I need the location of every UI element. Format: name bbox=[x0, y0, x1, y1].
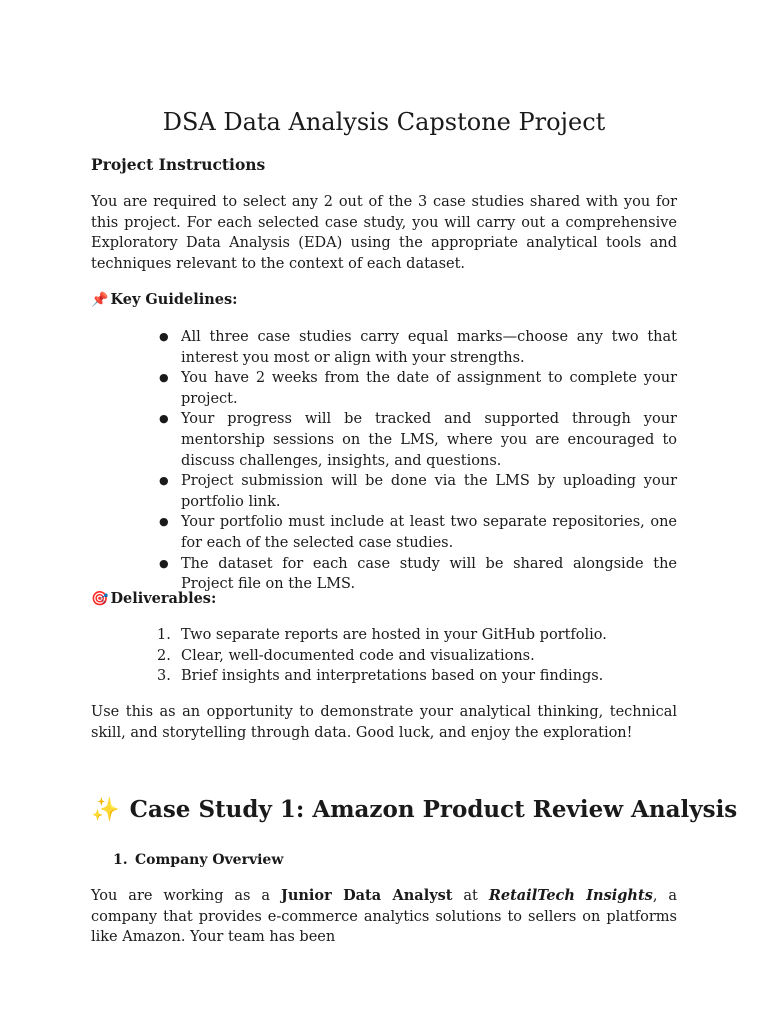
list-item: ● The dataset for each case study will be shared alongside the Project file on the LMS. bbox=[181, 554, 677, 595]
list-text: Clear, well-documented code and visualizations. bbox=[181, 647, 535, 664]
para-text: You are working as a bbox=[91, 888, 281, 904]
company-overview-paragraph bbox=[91, 886, 677, 948]
closing-paragraph: Use this as an opportunity to demonstrate your analytical thinking, technical skill, and storytelling through data. Good luck, and enjoy the exploration! bbox=[91, 704, 677, 741]
list-number: 1. bbox=[157, 627, 171, 643]
section-number: 1. bbox=[113, 852, 128, 868]
list-item: ● Your portfolio must include at least two separate repositories, one for each of the selected case studies. bbox=[181, 512, 677, 553]
instructions-heading: Project Instructions bbox=[91, 155, 266, 174]
list-item: ● Your progress will be tracked and supported through your mentorship sessions on the LMS, where you are encouraged to discuss challenges, insights, and questions. bbox=[181, 409, 677, 471]
list-item bbox=[157, 625, 677, 646]
guidelines-list bbox=[181, 327, 677, 595]
intro-paragraph: You are required to select any 2 out of the 3 case studies shared with you for this project. For each selected case study, you will carry out a comprehensive Exploratory Data Analysis (EDA) using the appropriate analytical tools and techniques relevant to the context of each dataset. bbox=[91, 194, 677, 272]
list-item bbox=[157, 646, 677, 667]
list-item: ● All three case studies carry equal marks—choose any two that interest you most or align with your strengths. bbox=[181, 327, 677, 368]
deliverables-label-text: Deliverables: bbox=[110, 590, 217, 607]
para-text: at bbox=[452, 888, 489, 904]
list-item: ● Project submission will be done via the LMS by uploading your portfolio link. bbox=[181, 471, 677, 512]
list-number: 2. bbox=[157, 647, 171, 664]
list-text: Brief insights and interpretations based on your findings. bbox=[181, 668, 604, 685]
case-study-heading bbox=[91, 795, 737, 825]
role-name: Junior Data Analyst bbox=[280, 887, 453, 904]
section-title: Company Overview bbox=[135, 852, 284, 868]
pushpin-icon: 📌 bbox=[91, 292, 109, 308]
para-text: , a company that provides e-commerce analytics solutions to sellers on platforms like Amazon. Your team has been bbox=[91, 888, 677, 946]
company-overview-heading bbox=[113, 850, 283, 870]
list-number: 3. bbox=[157, 668, 171, 685]
list-item: ● You have 2 weeks from the date of assignment to complete your project. bbox=[181, 368, 677, 409]
target-icon: 🎯 bbox=[91, 591, 109, 607]
sparkles-icon: ✨ bbox=[91, 797, 120, 823]
company-name: RetailTech Insights bbox=[488, 887, 653, 904]
guidelines-label-text: Key Guidelines: bbox=[110, 291, 238, 308]
guidelines-label bbox=[91, 290, 238, 310]
list-text: Two separate reports are hosted in your GitHub portfolio. bbox=[181, 627, 607, 643]
deliverables-label bbox=[91, 589, 216, 609]
document-title: DSA Data Analysis Capstone Project bbox=[162, 108, 606, 136]
case-study-title: Case Study 1: Amazon Product Review Analysis bbox=[129, 796, 738, 823]
deliverables-list bbox=[157, 625, 677, 687]
list-item bbox=[157, 666, 677, 687]
